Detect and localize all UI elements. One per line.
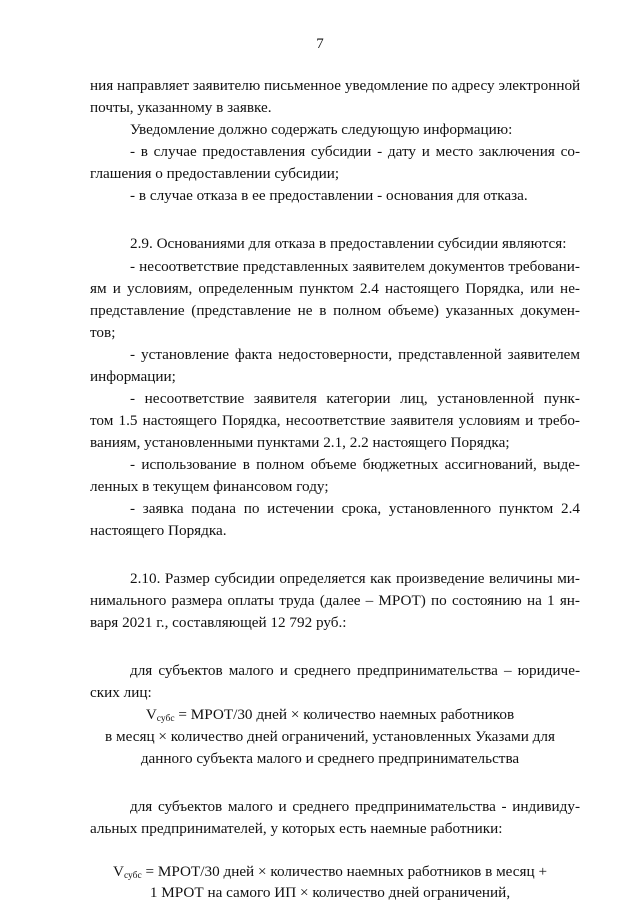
- text-line: представление (представление не в полном объеме) указанных докумен-: [90, 302, 580, 319]
- section-heading: 2.10. Размер субсидии определяется как произведение величины ми-: [130, 570, 580, 587]
- text-line: - в случае предоставления субсидии - дату и место заключения со-: [130, 143, 580, 160]
- text-line: том 1.5 настоящего Порядка, несоответствие заявителя условиям и требо-: [90, 412, 580, 429]
- text-line: ваниям, установленными пунктами 2.1, 2.2 настоящего Порядка;: [90, 434, 510, 451]
- text-line: альных предпринимателей, у которых есть наемные работники:: [90, 820, 503, 837]
- text-line: ленных в текущем финансовом году;: [90, 478, 329, 495]
- text-line: - установление факта недостоверности, представленной заявителем: [130, 346, 580, 363]
- text-line: - заявка подана по истечении срока, установленного пунктом 2.4: [130, 500, 580, 517]
- text-line: ских лиц:: [90, 684, 152, 701]
- formula-symbol: V: [145, 706, 157, 723]
- text-line: - несоответствие заявителя категории лиц, установленной пунк-: [130, 390, 580, 407]
- formula-line: [60, 705, 600, 729]
- text-line: информации;: [90, 368, 176, 385]
- formula-text: = МРОТ/30 дней × количество наемных работников: [174, 706, 515, 723]
- formula-line: в месяц × количество дней ограничений, установленных Указами для: [105, 728, 555, 745]
- formula-line: данного субъекта малого и среднего предпринимательства: [140, 750, 520, 767]
- text-line: глашения о предоставлении субсидии;: [90, 165, 340, 182]
- formula-line: 1 МРОТ на самого ИП × количество дней ограничений,: [149, 884, 511, 901]
- text-line: Уведомление должно содержать следующую информацию:: [130, 121, 513, 138]
- text-line: для субъектов малого и среднего предпринимательства – юридиче-: [130, 662, 580, 679]
- text-line: - в случае отказа в ее предоставлении - основания для отказа.: [130, 187, 528, 204]
- page-number: 7: [316, 36, 324, 52]
- text-line: настоящего Порядка.: [90, 522, 227, 539]
- text-line: тов;: [90, 324, 116, 341]
- text-line: ния направляет заявителю письменное уведомление по адресу электронной: [90, 77, 581, 94]
- text-line: нимального размера оплаты труда (далее – МРОТ) по состоянию на 1 ян-: [90, 592, 580, 609]
- formula-symbol: V: [112, 863, 124, 880]
- text-line: - несоответствие представленных заявителем документов требовани-: [130, 258, 580, 275]
- formula-text: = МРОТ/30 дней × количество наемных работников в месяц +: [141, 863, 548, 880]
- formula-subscript: субс: [123, 871, 142, 881]
- text-line: ям и условиям, определенным пунктом 2.4 настоящего Порядка, или не-: [90, 280, 580, 297]
- text-line: варя 2021 г., составляющей 12 792 руб.:: [90, 614, 347, 631]
- section-heading: 2.9. Основаниями для отказа в предоставлении субсидии являются:: [130, 235, 567, 252]
- formula-subscript: субс: [156, 714, 175, 724]
- text-line: почты, указанному в заявке.: [90, 99, 272, 116]
- text-line: - использование в полном объеме бюджетных ассигнований, выде-: [130, 456, 580, 473]
- text-line: для субъектов малого и среднего предпринимательства - индивиду-: [130, 798, 580, 815]
